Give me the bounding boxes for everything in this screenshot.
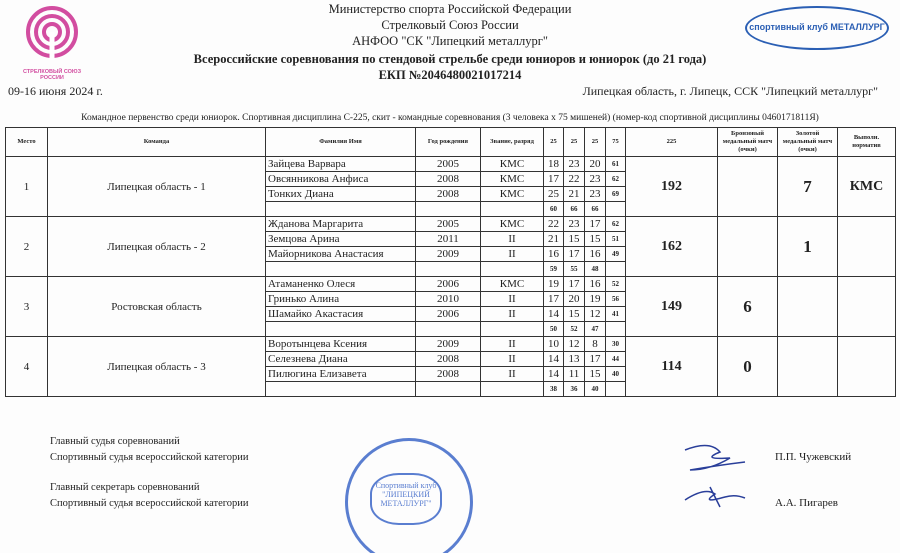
document-title: Всероссийские соревнования по стендовой стрельбе среди юниоров и юниорок (до 21 года) — [193, 52, 707, 66]
series-score: 11 — [564, 367, 585, 382]
bronze-match-score — [718, 217, 778, 277]
series-score: 14 — [544, 352, 564, 367]
rank: КМС — [481, 277, 544, 292]
birth-year: 2009 — [416, 247, 481, 262]
series-score: 18 — [544, 157, 564, 172]
series-score: 17 — [564, 247, 585, 262]
athlete-name: Гринько Алина — [266, 292, 416, 307]
series-score: 19 — [544, 277, 564, 292]
empty-cell — [266, 202, 416, 217]
union: Стрелковый Союз России — [381, 18, 519, 32]
column-header: Бронзовый медальный матч (очки) — [718, 128, 778, 157]
team-series-total: 48 — [585, 262, 606, 277]
column-header: 75 — [606, 128, 626, 157]
athlete-name: Земцова Арина — [266, 232, 416, 247]
athlete-total: 69 — [606, 187, 626, 202]
series-score: 13 — [564, 352, 585, 367]
athlete-total: 52 — [606, 277, 626, 292]
column-header: Год рождения — [416, 128, 481, 157]
rank: II — [481, 292, 544, 307]
athlete-name: Майорникова Анастасия — [266, 247, 416, 262]
rank: КМС — [481, 157, 544, 172]
empty-cell — [266, 322, 416, 337]
team-series-total: 66 — [564, 202, 585, 217]
athlete-row — [6, 217, 896, 232]
dates: 09-16 июня 2024 г. — [8, 84, 103, 98]
team-cell: Ростовская область — [48, 277, 266, 337]
series-score: 17 — [585, 352, 606, 367]
series-score: 12 — [585, 307, 606, 322]
athlete-total: 62 — [606, 217, 626, 232]
team-series-total: 47 — [585, 322, 606, 337]
column-header: Выполн. норматив — [838, 128, 896, 157]
empty-cell — [416, 202, 481, 217]
athlete-total: 41 — [606, 307, 626, 322]
empty-cell — [266, 382, 416, 397]
series-score: 19 — [585, 292, 606, 307]
athlete-name: Тонких Диана — [266, 187, 416, 202]
judge-title: Главный судья соревнований — [50, 436, 180, 447]
series-score: 15 — [564, 307, 585, 322]
team-total: 192 — [626, 157, 718, 217]
series-score: 16 — [585, 277, 606, 292]
series-score: 20 — [585, 157, 606, 172]
rank: II — [481, 247, 544, 262]
column-header: 25 — [544, 128, 564, 157]
rank: II — [481, 352, 544, 367]
club-stamp — [345, 438, 473, 553]
series-score: 21 — [544, 232, 564, 247]
empty-cell — [481, 382, 544, 397]
column-header: Фамилия Имя — [266, 128, 416, 157]
discipline-subtitle: Командное первенство среди юниорок. Спортивная дисциплина С-225, скит - командные соревнования (3 человека х 75 мишеней) (номер-код спортивной дисциплины 0460171811Я) — [81, 113, 819, 123]
series-score: 22 — [544, 217, 564, 232]
series-score: 23 — [585, 187, 606, 202]
team-total: 114 — [626, 337, 718, 397]
norm-achieved — [838, 217, 896, 277]
team-cell: Липецкая область - 1 — [48, 157, 266, 217]
athlete-name: Селезнева Диана — [266, 352, 416, 367]
athlete-total: 49 — [606, 247, 626, 262]
birth-year: 2008 — [416, 367, 481, 382]
series-score: 21 — [564, 187, 585, 202]
athlete-total: 30 — [606, 337, 626, 352]
empty-cell — [266, 262, 416, 277]
rank: КМС — [481, 187, 544, 202]
bronze-match-score: 0 — [718, 337, 778, 397]
bronze-match-score: 6 — [718, 277, 778, 337]
series-score: 25 — [544, 187, 564, 202]
series-score: 23 — [585, 172, 606, 187]
venue: Липецкая область, г. Липецк, ССК "Липецкий металлург" — [582, 84, 878, 98]
bronze-match-score — [718, 157, 778, 217]
secretary-category: Спортивный судья всероссийской категории — [50, 498, 249, 509]
athlete-name: Жданова Маргарита — [266, 217, 416, 232]
team-series-total: 66 — [585, 202, 606, 217]
rank: КМС — [481, 172, 544, 187]
athlete-total: 56 — [606, 292, 626, 307]
ekp-number: ЕКП №2046480021017214 — [378, 68, 522, 82]
series-score: 15 — [564, 232, 585, 247]
empty-cell — [481, 262, 544, 277]
athlete-total: 40 — [606, 367, 626, 382]
gold-match-score — [778, 277, 838, 337]
athlete-name: Шамайко Акастасия — [266, 307, 416, 322]
athlete-name: Пилюгина Елизавета — [266, 367, 416, 382]
athlete-name: Овсянникова Анфиса — [266, 172, 416, 187]
column-header: Место — [6, 128, 48, 157]
column-header: Звание, разряд — [481, 128, 544, 157]
series-score: 23 — [564, 217, 585, 232]
column-header: Команда — [48, 128, 266, 157]
team-series-total: 38 — [544, 382, 564, 397]
series-score: 8 — [585, 337, 606, 352]
team-total: 162 — [626, 217, 718, 277]
series-score: 10 — [544, 337, 564, 352]
secretary-signature — [680, 482, 750, 512]
birth-year: 2006 — [416, 307, 481, 322]
team-cell: Липецкая область - 2 — [48, 217, 266, 277]
series-score: 17 — [544, 172, 564, 187]
place-cell: 4 — [6, 337, 48, 397]
gold-match-score: 7 — [778, 157, 838, 217]
team-series-total: 55 — [564, 262, 585, 277]
results-table — [5, 127, 896, 397]
gold-match-score — [778, 337, 838, 397]
empty-cell — [606, 202, 626, 217]
judge-category: Спортивный судья всероссийской категории — [50, 452, 249, 463]
secretary-title: Главный секретарь соревнований — [50, 482, 200, 493]
athlete-total: 62 — [606, 172, 626, 187]
secretary-name: А.А. Пигарев — [775, 497, 838, 509]
birth-year: 2006 — [416, 277, 481, 292]
athlete-total: 51 — [606, 232, 626, 247]
norm-achieved: КМС — [838, 157, 896, 217]
empty-cell — [606, 322, 626, 337]
athlete-name: Атаманенко Олеся — [266, 277, 416, 292]
organizer: АНФОО "СК "Липецкий металлург" — [352, 34, 548, 48]
empty-cell — [416, 262, 481, 277]
team-series-total: 40 — [585, 382, 606, 397]
logo-left-text: СТРЕЛКОВЫЙ СОЮЗ РОССИИ — [22, 69, 82, 81]
athlete-total: 61 — [606, 157, 626, 172]
rank: II — [481, 307, 544, 322]
team-series-total: 50 — [544, 322, 564, 337]
empty-cell — [481, 202, 544, 217]
series-score: 17 — [564, 277, 585, 292]
series-score: 12 — [564, 337, 585, 352]
rank: КМС — [481, 217, 544, 232]
column-header: 225 — [626, 128, 718, 157]
birth-year: 2010 — [416, 292, 481, 307]
athlete-row — [6, 157, 896, 172]
norm-achieved — [838, 277, 896, 337]
team-series-total: 36 — [564, 382, 585, 397]
empty-cell — [606, 382, 626, 397]
metallurg-club-logo: спортивный клуб МЕТАЛЛУРГ — [745, 6, 889, 50]
stamp-text: Спортивный клуб "ЛИПЕЦКИЙ МЕТАЛЛУРГ" — [370, 473, 442, 525]
series-score: 16 — [585, 247, 606, 262]
birth-year: 2008 — [416, 187, 481, 202]
norm-achieved — [838, 337, 896, 397]
judge-signature — [680, 440, 750, 480]
birth-year: 2005 — [416, 157, 481, 172]
series-score: 14 — [544, 367, 564, 382]
athlete-name: Зайцева Варвара — [266, 157, 416, 172]
birth-year: 2011 — [416, 232, 481, 247]
series-score: 15 — [585, 232, 606, 247]
place-cell: 3 — [6, 277, 48, 337]
table-header-row — [6, 128, 896, 157]
team-series-total: 60 — [544, 202, 564, 217]
series-score: 22 — [564, 172, 585, 187]
rank: II — [481, 232, 544, 247]
team-cell: Липецкая область - 3 — [48, 337, 266, 397]
rank: II — [481, 337, 544, 352]
ministry: Министерство спорта Российской Федерации — [328, 2, 572, 16]
series-score: 17 — [585, 217, 606, 232]
athlete-total: 44 — [606, 352, 626, 367]
team-series-total: 59 — [544, 262, 564, 277]
series-score: 15 — [585, 367, 606, 382]
gold-match-score: 1 — [778, 217, 838, 277]
birth-year: 2008 — [416, 172, 481, 187]
team-total: 149 — [626, 277, 718, 337]
column-header: 25 — [564, 128, 585, 157]
team-series-total: 52 — [564, 322, 585, 337]
series-score: 14 — [544, 307, 564, 322]
series-score: 16 — [544, 247, 564, 262]
place-cell: 2 — [6, 217, 48, 277]
empty-cell — [416, 382, 481, 397]
athlete-row — [6, 277, 896, 292]
empty-cell — [606, 262, 626, 277]
series-score: 20 — [564, 292, 585, 307]
series-score: 17 — [544, 292, 564, 307]
athlete-name: Воротынцева Ксения — [266, 337, 416, 352]
column-header: Золотой медальный матч (очки) — [778, 128, 838, 157]
birth-year: 2008 — [416, 352, 481, 367]
rank: II — [481, 367, 544, 382]
place-cell: 1 — [6, 157, 48, 217]
judge-name: П.П. Чужевский — [775, 451, 852, 463]
birth-year: 2005 — [416, 217, 481, 232]
column-header: 25 — [585, 128, 606, 157]
series-score: 23 — [564, 157, 585, 172]
athlete-row — [6, 337, 896, 352]
empty-cell — [416, 322, 481, 337]
birth-year: 2009 — [416, 337, 481, 352]
empty-cell — [481, 322, 544, 337]
